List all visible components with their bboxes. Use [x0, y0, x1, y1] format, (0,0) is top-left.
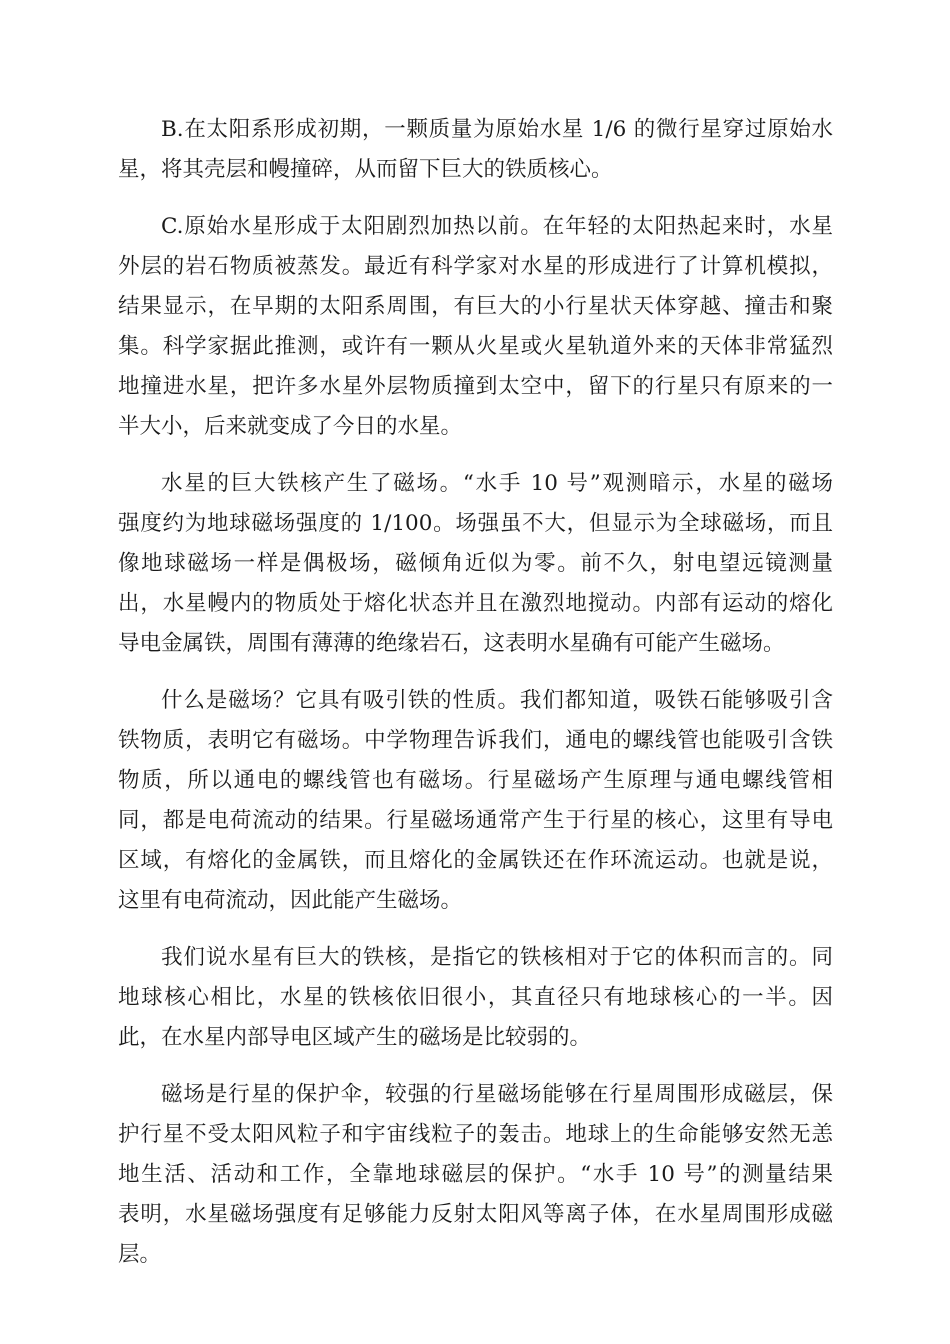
- text-line: 地球核心相比，水星的铁核依旧很小，其直径只有地球核心的一半。因: [118, 985, 833, 1010]
- text-line: 层。: [118, 1242, 162, 1267]
- text-line: 地生活、活动和工作，全靠地球磁层的保护。“水手 10 号”的测量结果: [118, 1162, 833, 1187]
- paragraph-hypothesis-c: [118, 207, 833, 447]
- paragraph-hypothesis-b: [118, 110, 833, 190]
- paragraph-what-is-field: [118, 681, 833, 921]
- text-line: C.原始水星形成于太阳剧烈加热以前。在年轻的太阳热起来时，水星: [161, 214, 833, 239]
- text-line: B.在太阳系形成初期，一颗质量为原始水星 1/6 的微行星穿过原始水: [161, 117, 833, 142]
- text-line: 星，将其壳层和幔撞碎，从而留下巨大的铁质核心。: [118, 157, 613, 182]
- text-line: 护行星不受太阳风粒子和宇宙线粒子的轰击。地球上的生命能够安然无恙: [118, 1122, 833, 1147]
- paragraph-magnetic-field: [118, 464, 833, 664]
- text-line: 地撞进水星，把许多水星外层物质撞到太空中，留下的行星只有原来的一: [118, 374, 833, 399]
- text-line: 结果显示，在早期的太阳系周围，有巨大的小行星状天体穿越、撞击和聚: [118, 294, 833, 319]
- document-body: [118, 110, 833, 1292]
- text-line: 外层的岩石物质被蒸发。最近有科学家对水星的形成进行了计算机模拟，: [118, 254, 833, 279]
- text-line: 这里有电荷流动，因此能产生磁场。: [118, 888, 463, 913]
- text-line: 磁场是行星的保护伞，较强的行星磁场能够在行星周围形成磁层，保: [161, 1082, 833, 1107]
- text-line: 铁物质，表明它有磁场。中学物理告诉我们，通电的螺线管也能吸引含铁: [118, 728, 833, 753]
- text-line: 像地球磁场一样是偶极场，磁倾角近似为零。前不久，射电望远镜测量: [118, 551, 833, 576]
- text-line: 半大小，后来就变成了今日的水星。: [118, 414, 463, 439]
- text-line: 同，都是电荷流动的结果。行星磁场通常产生于行星的核心，这里有导电: [118, 808, 833, 833]
- text-line: 导电金属铁，周围有薄薄的绝缘岩石，这表明水星确有可能产生磁场。: [118, 631, 785, 656]
- text-line: 出，水星幔内的物质处于熔化状态并且在激烈地搅动。内部有运动的熔化: [118, 591, 833, 616]
- text-line: 我们说水星有巨大的铁核，是指它的铁核相对于它的体积而言的。同: [161, 945, 833, 970]
- text-line: 物质，所以通电的螺线管也有磁场。行星磁场产生原理与通电螺线管相: [118, 768, 833, 793]
- text-line: 集。科学家据此推测，或许有一颗从火星或火星轨道外来的天体非常猛烈: [118, 334, 833, 359]
- text-line: 什么是磁场？它具有吸引铁的性质。我们都知道，吸铁石能够吸引含: [161, 688, 833, 713]
- paragraph-iron-core: [118, 938, 833, 1058]
- text-line: 强度约为地球磁场强度的 1/100。场强虽不大，但显示为全球磁场，而且: [118, 511, 833, 536]
- paragraph-protective-umbrella: [118, 1075, 833, 1275]
- text-line: 此，在水星内部导电区域产生的磁场是比较弱的。: [118, 1025, 592, 1050]
- text-line: 水星的巨大铁核产生了磁场。“水手 10 号”观测暗示，水星的磁场: [161, 471, 833, 496]
- text-line: 区域，有熔化的金属铁，而且熔化的金属铁还在作环流运动。也就是说，: [118, 848, 833, 873]
- text-line: 表明，水星磁场强度有足够能力反射太阳风等离子体，在水星周围形成磁: [118, 1202, 833, 1227]
